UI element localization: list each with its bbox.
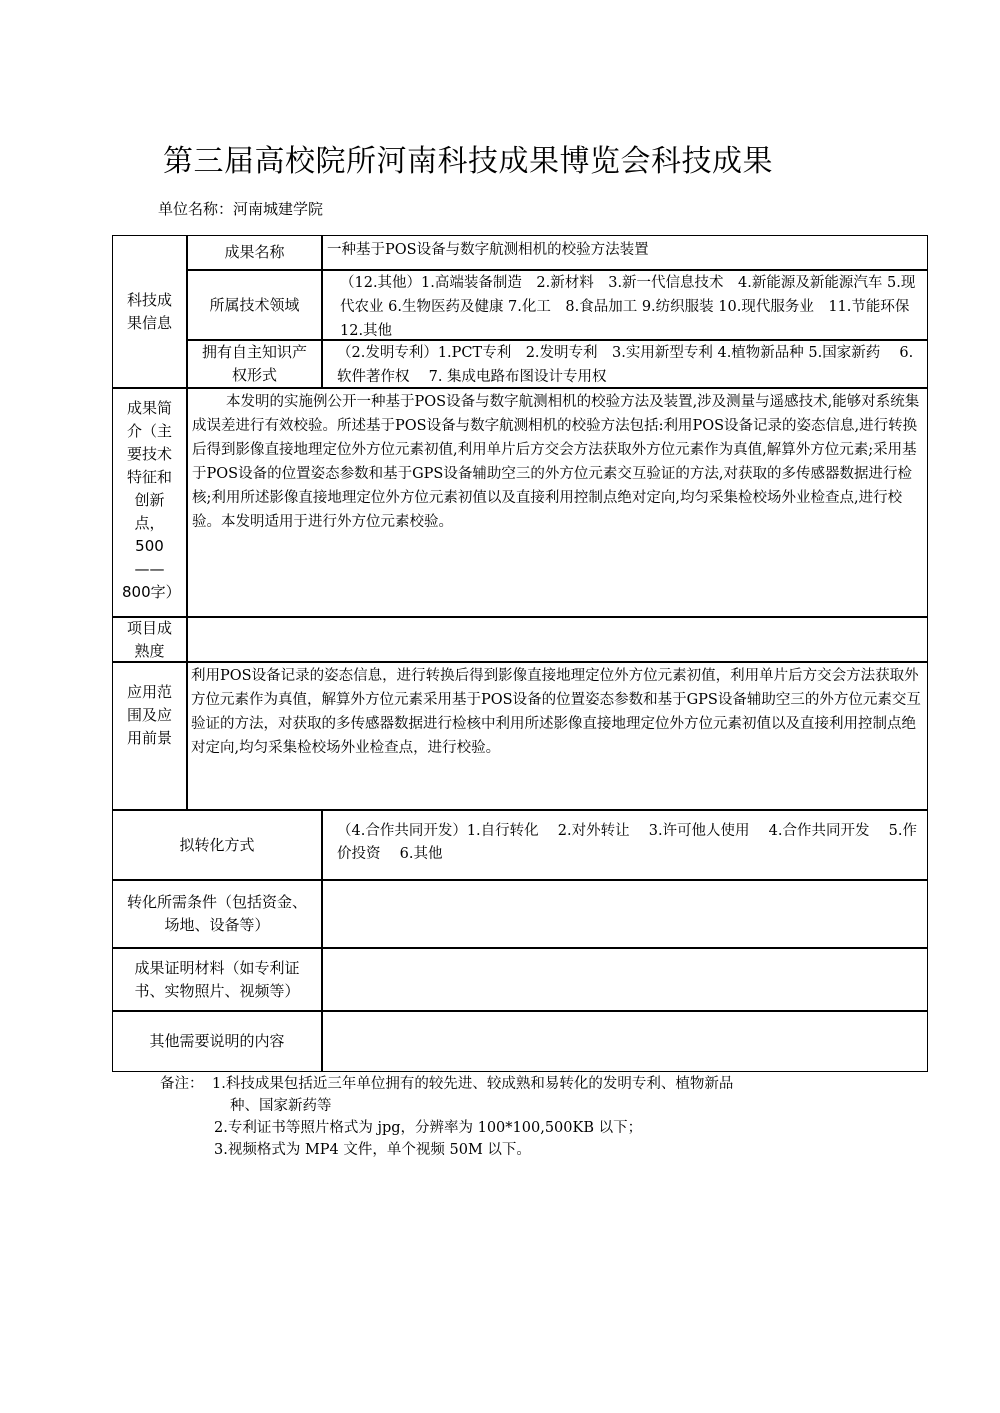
note-3: 3.视频格式为 MP4 文件，单个视频 50M 以下。 bbox=[214, 1142, 531, 1158]
info-group-label: 科技成果信息 bbox=[112, 235, 187, 388]
intro-value: 本发明的实施例公开一种基于POS设备与数字航测相机的校验方法及装置,涉及测量与遥感技术,能够对系统集成误差进行有效校验。所述基于POS设备与数字航测相机的校验方法包括:利用POS设备记录的姿态信息,进行转换后得到影像直接地理定位外方位元素初值,利用单片后方交会方法获取外方位元素作为真值,解算外方位元素;采用基于POS设备的位置姿态参数和基于GPS设备辅助空三的外方位元素交互验证的方法,对获取的多传感器数据进行检核;利用所述影像直接地理定位外方位元素初值以及直接利用控制点绝对定向,均匀采集检校场外业检查点,进行校验。本发明适用于进行外方位元素校验。 bbox=[187, 388, 928, 617]
transfer-label: 拟转化方式 bbox=[112, 810, 322, 880]
transfer-value: （4.合作共同开发）1.自行转化 2.对外转让 3.许可他人使用 4.合作共同开发 5.作价投资 6.其他 bbox=[322, 810, 928, 880]
page-title: 第三届高校院所河南科技成果博览会科技成果 bbox=[163, 144, 773, 179]
achievement-form-table bbox=[112, 235, 928, 1072]
conditions-value bbox=[322, 880, 928, 948]
maturity-label: 项目成熟度 bbox=[112, 617, 187, 662]
note-1-continued: 种、国家新药等 bbox=[230, 1098, 332, 1114]
other-label: 其他需要说明的内容 bbox=[112, 1011, 322, 1072]
note-prefix: 备注： bbox=[160, 1076, 204, 1092]
conditions-label: 转化所需条件（包括资金、场地、设备等） bbox=[112, 880, 322, 948]
footnotes bbox=[160, 1073, 733, 1161]
ip-value: （2.发明专利）1.PCT专利 2.发明专利 3.实用新型专利 4.植物新品种 5.国家新药 6.软件著作权 7. 集成电路布图设计专用权 bbox=[322, 340, 928, 388]
name-value: 一种基于POS设备与数字航测相机的校验方法装置 bbox=[322, 235, 928, 270]
intro-label: 成果简介（主要技术特征和创新点，500——800字） bbox=[112, 388, 187, 617]
ip-label: 拥有自主知识产权形式 bbox=[187, 340, 322, 388]
proof-value bbox=[322, 948, 928, 1011]
field-value: （12.其他）1.高端装备制造 2.新材料 3.新一代信息技术 4.新能源及新能源汽车 5.现代农业 6.生物医药及健康 7.化工 8.食品加工 9.纺织服装 10.现代服务业 11.节能环保 12.其他 bbox=[322, 270, 928, 340]
name-label: 成果名称 bbox=[187, 235, 322, 270]
note-2: 2.专利证书等照片格式为 jpg，分辨率为 100*100,500KB 以下； bbox=[214, 1120, 643, 1136]
unit-name: 单位名称：河南城建学院 bbox=[158, 200, 324, 218]
field-label: 所属技术领域 bbox=[187, 270, 322, 340]
proof-label: 成果证明材料（如专利证书、实物照片、视频等） bbox=[112, 948, 322, 1011]
application-label: 应用范围及应用前景 bbox=[112, 662, 187, 810]
other-value bbox=[322, 1011, 928, 1072]
note-1: 1.科技成果包括近三年单位拥有的较先进、较成熟和易转化的发明专利、植物新品 bbox=[212, 1076, 734, 1092]
maturity-value bbox=[187, 617, 928, 662]
application-value: 利用POS设备记录的姿态信息，进行转换后得到影像直接地理定位外方位元素初值，利用单片后方交会方法获取外方位元素作为真值，解算外方位元素采用基于POS设备的位置姿态参数和基于GPS设备辅助空三的外方位元素交互验证的方法，对获取的多传感器数据进行检核中利用所述影像直接地理定位外方位元素初值以及直接利用控制点绝对定向,均匀采集检校场外业检查点，进行校验。 bbox=[187, 662, 928, 810]
